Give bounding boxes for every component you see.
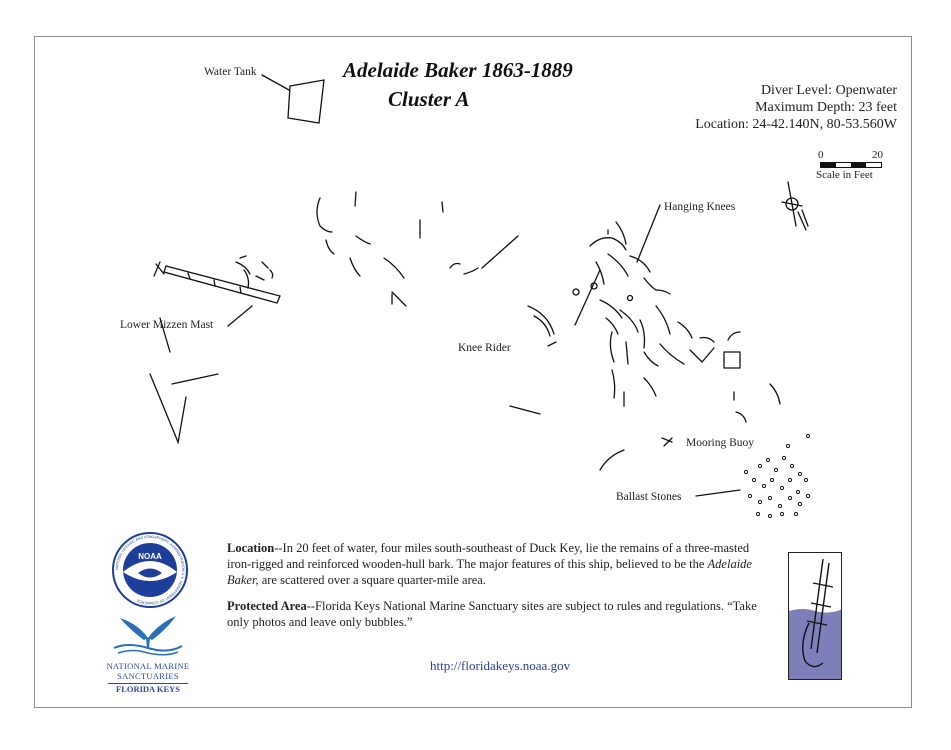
protected-text: --Florida Keys National Marine Sanctuary sites are subject to rules and regulations. “Take only photos and leave only bubbles.” xyxy=(227,599,757,629)
water-tank-outline xyxy=(288,80,324,123)
label-ballast-stones: Ballast Stones xyxy=(616,491,682,503)
nms-line3: FLORIDA KEYS xyxy=(108,683,188,695)
nms-line1: NATIONAL MARINE xyxy=(106,661,190,671)
label-water-tank: Water Tank xyxy=(204,66,257,78)
location-heading: Location xyxy=(227,541,275,555)
protected-paragraph xyxy=(227,598,767,630)
ship-name: Adelaide Baker, xyxy=(227,557,752,587)
sanctuary-url[interactable]: http://floridakeys.noaa.gov xyxy=(430,658,571,673)
ship-inset xyxy=(788,552,842,680)
label-knee-rider: Knee Rider xyxy=(458,342,511,354)
location-coords: Location: 24-42.140N, 80-53.560W xyxy=(695,117,897,132)
location-text-end: are scattered over a square quarter-mile area. xyxy=(258,573,486,587)
map-subtitle: Cluster A xyxy=(388,87,470,111)
scale-start: 0 xyxy=(818,149,824,161)
lower-mizzen-mast-drawing xyxy=(150,256,280,443)
ballast-stones xyxy=(744,434,809,517)
max-depth: Maximum Depth: 23 feet xyxy=(755,100,897,115)
diver-level: Diver Level: Openwater xyxy=(760,83,897,98)
label-lower-mizzen-mast: Lower Mizzen Mast xyxy=(120,319,214,331)
location-paragraph xyxy=(227,540,767,588)
compass-rose xyxy=(782,182,808,230)
nms-line2: SANCTUARIES xyxy=(117,671,179,681)
scale-end: 20 xyxy=(872,149,883,161)
site-description xyxy=(227,540,767,640)
noaa-ring-text: NATIONAL OCEANIC AND ATMOSPHERIC ADMINISTRATION U.S. DEPARTMENT OF COMMERCE xyxy=(114,534,186,606)
label-hanging-knees: Hanging Knees xyxy=(664,201,736,213)
label-mooring-buoy: Mooring Buoy xyxy=(686,437,755,449)
scale-caption: Scale in Feet xyxy=(816,169,873,181)
whale-tail-icon xyxy=(108,604,188,656)
noaa-logo-text: NOAA xyxy=(138,552,162,561)
protected-heading: Protected Area xyxy=(227,599,307,613)
location-text: --In 20 feet of water, four miles south-southeast of Duck Key, lie the remains of a three-masted iron-rigged and reinforced wooden-hull bark. The major features of this ship, believed to be the xyxy=(227,541,750,571)
noaa-logo xyxy=(110,530,190,610)
map-title: Adelaide Baker 1863-1889 xyxy=(343,58,573,82)
nms-logo xyxy=(100,604,196,696)
